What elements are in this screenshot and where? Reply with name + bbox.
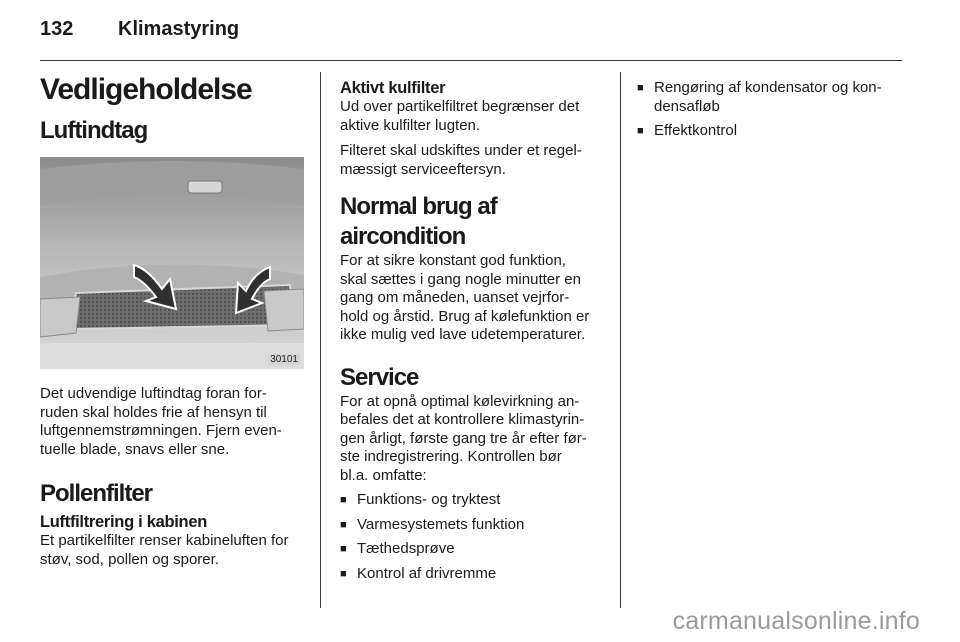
list-item (637, 79, 907, 116)
subheading-luftfiltrering: Luftfiltrering i kabinen (40, 513, 207, 531)
text-line: For at sikre konstant god funktion, (340, 252, 566, 269)
text-line: mæssigt serviceeftersyn. (340, 160, 506, 178)
text-line: densafløb (654, 97, 720, 115)
kulfilter-paragraph (340, 98, 610, 135)
column-divider-2 (620, 72, 621, 608)
text-line: bl.a. omfatte: (340, 466, 427, 484)
text-line: skal sættes i gang nogle minutter en (340, 270, 581, 288)
filter-replace-paragraph (340, 142, 610, 179)
text-line: luftgennemstrømningen. Fjern even- (40, 422, 282, 439)
column-divider-1 (320, 72, 321, 608)
text-line: Ud over partikelfiltret begrænser det (340, 98, 580, 115)
text-line: gang om måneden, uanset vejrfor- (340, 289, 570, 306)
text-line: ikke mulig ved lave udetemperaturer. (340, 326, 586, 343)
header-rule (40, 60, 902, 61)
right-trim (264, 289, 304, 331)
text-line: aktive kulfilter lugten. (340, 116, 481, 134)
section-heading-aircondition: Normal brug af aircondition (340, 193, 497, 250)
left-trim (40, 297, 80, 337)
pollenfilter-paragraph (40, 532, 306, 569)
text-line: Et partikelfilter renser kabineluften for (40, 532, 289, 549)
hood-latch (188, 181, 222, 193)
text-line: Det udvendige luftindtag foran for- (40, 385, 267, 402)
bumper-area (40, 343, 304, 369)
service-checklist-continued (637, 79, 907, 141)
figure-number: 30101 (270, 354, 298, 365)
page-header (40, 18, 239, 41)
service-paragraph (340, 393, 610, 486)
subheading-kulfilter: Aktivt kulfilter (340, 79, 446, 97)
text-line: ste indregistrering. Kontrollen bør (340, 448, 562, 465)
text-line: Rengøring af kondensator og kon- (654, 79, 882, 96)
text-line: hold og årstid. Brug af kølefunktion er (340, 307, 590, 325)
column-2 (340, 72, 610, 583)
luftindtag-paragraph (40, 385, 306, 459)
text-line: tuelle blade, snavs eller sne. (40, 440, 230, 458)
list-item: ■ Kontrol af drivremme (340, 565, 610, 584)
text-line: befales det at kontrollere klimastyrin- (340, 411, 585, 428)
text-line: støv, sod, pollen og sporer. (40, 550, 219, 568)
air-intake-illustration (40, 157, 304, 369)
section-heading-pollenfilter: Pollenfilter (40, 480, 153, 507)
page-title: Vedligeholdelse (40, 73, 252, 106)
column-3 (637, 72, 907, 141)
chapter-title: Klimastyring (118, 18, 240, 40)
section-heading-service: Service (340, 363, 419, 391)
air-intake-figure (40, 157, 304, 369)
section-heading-luftindtag: Luftindtag (40, 117, 148, 144)
intake-grille (70, 285, 294, 329)
list-item: ■ Varmesystemets funktion (340, 516, 610, 535)
watermark: carmanualsonline.info (672, 607, 920, 635)
text-line: ruden skal holdes frie af hensyn til (40, 403, 267, 421)
list-item: ■ Funktions- og tryktest (340, 491, 610, 510)
text-line: Filteret skal udskiftes under et regel- (340, 142, 582, 159)
list-item: ■ Tæthedsprøve (340, 540, 610, 559)
text-line: gen årligt, første gang tre år efter før- (340, 429, 587, 447)
aircondition-paragraph (340, 252, 610, 345)
page-number: 132 (40, 18, 74, 40)
text-line: For at opnå optimal kølevirkning an- (340, 392, 580, 410)
list-item: ■ Effektkontrol (637, 122, 907, 141)
service-checklist (340, 491, 610, 583)
column-1 (40, 72, 306, 569)
